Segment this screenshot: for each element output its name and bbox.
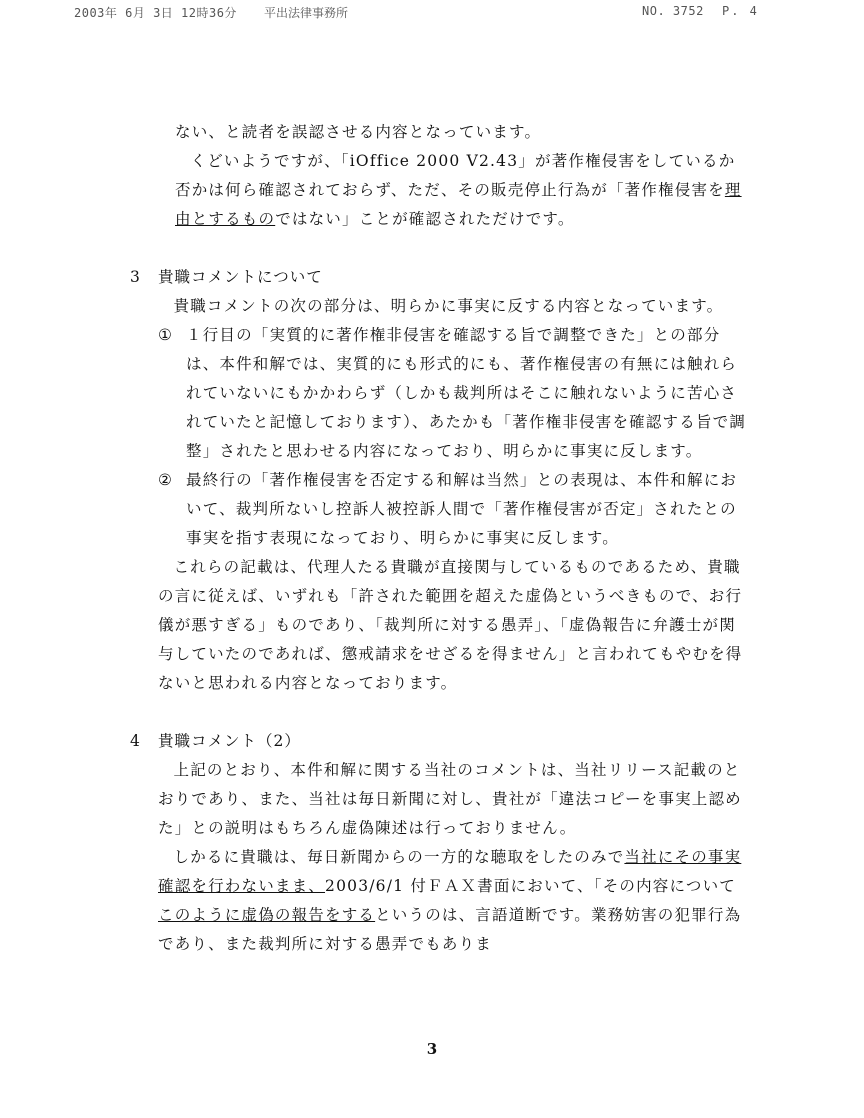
section-4-paragraph-2 — [158, 843, 750, 959]
section-3-closing: これらの記載は、代理人たる貴職が直接関与しているものであるため、貴職の言に従えば、いずれも「許された範囲を超えた虚偽というべきもので、お行儀が悪すぎる」ものであり、「裁判所に対する愚弄」、「虚偽報告に弁護士が関与していたのであれば、懲戒請求をせざるを得ません」と言われてもやむを得ないと思われる内容となっております。 — [158, 558, 743, 692]
section-3-title: 貴職コメントについて — [158, 268, 323, 286]
section-3-body — [130, 292, 750, 698]
list-item-text: １行目の「実質的に著作権非侵害を確認する旨で調整できた」との部分は、本件和解では、実質的にも形式的にも、著作権侵害の有無には触れられていないにもかかわらず（しかも裁判所はそこに触れないように苦心されていたと記憶しております）、あたかも「著作権非侵害を確認する旨で調整」されたと思わせる内容になっており、明らかに事実に反します。 — [186, 326, 747, 460]
section-4-paragraph-2-text-2: 2003/6/1 付ＦＡＸ書面において、「その内容について — [325, 877, 736, 895]
section-4-heading — [130, 727, 750, 756]
section-4-title: 貴職コメント（2） — [158, 732, 301, 750]
list-item-marker: ② — [158, 471, 172, 489]
section-3-heading — [130, 263, 750, 292]
fax-number: NO. 3752 — [642, 4, 704, 18]
section-4 — [130, 727, 750, 959]
intro-paragraph-2-text-2: ではない」ことが確認されただけです。 — [275, 210, 575, 228]
spacer — [130, 698, 750, 727]
section-4-paragraph-2-underlined-1: 当社にその事実確認を行わないまま、 — [158, 848, 742, 895]
fax-sender: 平出法律事務所 — [264, 6, 349, 20]
section-4-paragraph-1: 上記のとおり、本件和解に関する当社のコメントは、当社リリース記載のとおりであり、また、当社は毎日新聞に対し、貴社が「違法コピーを事実上認めた」との説明はもちろん虚偽陳述は行っておりません。 — [158, 761, 742, 837]
section-3-number: 3 — [130, 268, 141, 286]
intro-paragraph-1: ない、と読者を誤認させる内容となっています。 — [175, 123, 542, 141]
spacer — [130, 234, 750, 263]
section-4-number: 4 — [130, 732, 141, 750]
list-item-marker: ① — [158, 326, 172, 344]
section-4-paragraph-2-text-1: しかるに貴職は、毎日新聞からの一方的な聴取をしたのみで — [173, 848, 625, 866]
section-4-paragraph-2-underlined-2: このように虚偽の報告をする — [158, 906, 376, 924]
intro-paragraph-2 — [130, 147, 750, 234]
list-item — [158, 321, 750, 466]
list-item — [158, 466, 750, 553]
page-number: 3 — [426, 1040, 438, 1058]
section-3 — [130, 263, 750, 698]
list-item-text: 最終行の「著作権侵害を否定する和解は当然」との表現は、本件和解において、裁判所ないし控訴人被控訴人間で「著作権侵害が否定」されたとの事実を指す表現になっており、明らかに事実に反します。 — [186, 471, 738, 547]
intro-paragraph-2-text-1: くどいようですが、「iOffice 2000 V2.43」が著作権侵害をしているか否かは何ら確認されておらず、ただ、その販売停止行為が「著作権侵害を — [175, 152, 736, 199]
intro-paragraph-2-underlined: 理由とするもの — [175, 181, 742, 228]
fax-header — [0, 0, 864, 22]
section-3-intro: 貴職コメントの次の部分は、明らかに事実に反する内容となっています。 — [173, 297, 724, 315]
section-4-paragraph-2-text-3: というのは、言語道断です。業務妨害の犯罪行為であり、また裁判所に対する愚弄でもありま — [158, 906, 742, 953]
fax-datetime: 2003年 6月 3日 12時36分 — [74, 6, 237, 20]
document-body — [130, 118, 750, 959]
fax-page: P. 4 — [722, 4, 759, 18]
section-4-body — [130, 756, 750, 959]
